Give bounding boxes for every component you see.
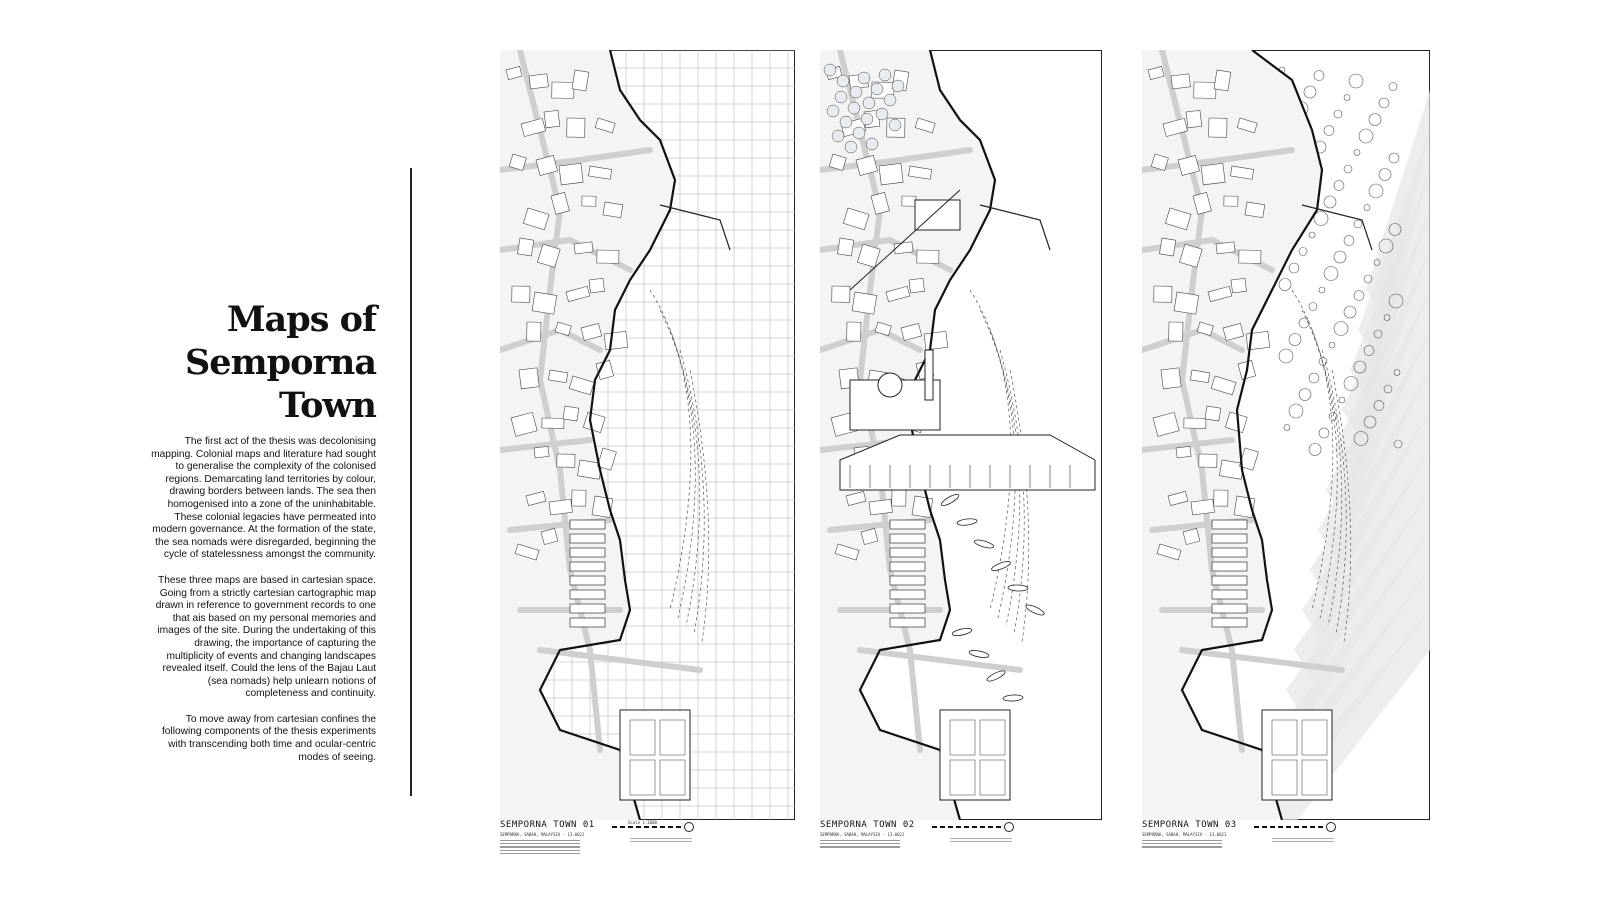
tree — [853, 127, 865, 139]
building-block — [909, 278, 924, 293]
shed — [890, 618, 925, 627]
building-block — [552, 82, 574, 98]
building-block — [1214, 490, 1228, 506]
building-block — [559, 163, 583, 185]
tree — [840, 116, 852, 128]
building-block — [574, 242, 593, 254]
shed — [1212, 590, 1247, 599]
map-drawing-2 — [820, 50, 1102, 820]
tree — [892, 80, 904, 92]
tree — [827, 105, 839, 117]
tree — [835, 91, 847, 103]
description — [150, 436, 376, 777]
shed — [1212, 618, 1247, 627]
tree — [889, 119, 901, 131]
building-block — [1199, 454, 1217, 467]
map-panel-3 — [1142, 50, 1430, 868]
map-subtitle-1: SEMPORNA, SABAH, MALAYSIA - 13.0021 — [500, 832, 585, 837]
tree — [866, 138, 878, 150]
shed — [890, 604, 925, 613]
shed — [570, 618, 605, 627]
shed — [890, 534, 925, 543]
scale-bar-2 — [932, 824, 1002, 830]
paragraph-3: To move away from cartesian confines the following components of the thesis experiments with transcending both time and ocular-centric modes of seeing. — [161, 713, 376, 763]
building-block — [563, 406, 579, 421]
building-block — [542, 418, 564, 428]
title-block-1 — [500, 820, 795, 864]
shed — [570, 590, 605, 599]
tree — [845, 141, 857, 153]
building-block — [517, 238, 533, 256]
mosque-dome — [878, 373, 902, 397]
boat — [1008, 585, 1028, 592]
scale-bar-3 — [1254, 824, 1324, 830]
building-block — [549, 499, 572, 515]
tree — [871, 83, 883, 95]
vertical-divider — [410, 168, 412, 796]
building-block — [852, 292, 877, 314]
building-block — [1201, 163, 1225, 185]
building-block — [572, 490, 586, 506]
note-1 — [630, 838, 692, 844]
building-block — [1171, 74, 1190, 89]
building-block — [879, 163, 903, 185]
compass-icon — [1326, 822, 1336, 832]
building-block — [589, 278, 604, 293]
map-drawing-3 — [1142, 50, 1430, 820]
tree — [832, 130, 844, 142]
building-block — [544, 110, 560, 128]
building-block — [892, 490, 906, 506]
building-block — [1176, 446, 1191, 458]
building-block — [567, 118, 585, 137]
compass-icon — [684, 822, 694, 832]
building-block — [512, 286, 530, 302]
building-block — [1159, 238, 1175, 256]
building-block — [1239, 250, 1261, 263]
page-title — [150, 298, 376, 427]
tree — [861, 113, 873, 125]
shed — [1212, 520, 1247, 529]
paragraph-1: The first act of the thesis was decolonising mapping. Colonial maps and literature had sought to generalise the complexity of the colonised regions. Demarcating land territories by colour, drawing borders between lands. The sea then homogenised into a zone of the uninhabitable. These colonial legacies have permeated into modern governance. At the formation of the state, the sea nomads were disregarded, beginning the cycle of statelessness amongst the community. — [151, 436, 376, 561]
civic-building — [915, 200, 960, 230]
shed — [1212, 576, 1247, 585]
shed — [570, 604, 605, 613]
fine-print-3 — [1142, 840, 1222, 850]
title-block-3 — [1142, 820, 1430, 864]
paragraph-2: These three maps are based in cartesian space. Going from a strictly cartesian cartographic map drawn in reference to government records to one that ais based on my personal memories and images of the site. During the undertaking of this drawing, the importance of capturing the multiplicity of events and changing landscapes revealed itself. Could the lens of the Bajau Laut (sea nomads) help unlearn notions of completeness and continuity. — [155, 574, 376, 700]
tree — [824, 64, 836, 76]
shed — [890, 520, 925, 529]
building-block — [604, 331, 628, 350]
building-block — [902, 196, 916, 206]
building-block — [837, 238, 853, 256]
shed — [890, 576, 925, 585]
map-drawing-1 — [500, 50, 795, 820]
building-block — [1154, 286, 1172, 302]
building-block — [1184, 418, 1206, 428]
tree — [884, 94, 896, 106]
shed — [570, 548, 605, 557]
shed — [1212, 604, 1247, 613]
building-block — [917, 250, 939, 263]
map-name-2: SEMPORNA TOWN 02 — [820, 820, 915, 830]
title-block-2 — [820, 820, 1102, 864]
building-block — [534, 446, 549, 458]
building-block — [1161, 368, 1181, 389]
building-block — [1205, 406, 1221, 421]
note-2 — [950, 838, 1012, 844]
building-block — [1186, 110, 1202, 128]
shed — [1212, 548, 1247, 557]
fine-print-1 — [500, 840, 580, 856]
tree — [848, 102, 860, 114]
building-block — [1174, 292, 1199, 314]
note-3 — [1272, 838, 1334, 844]
map-name-3: SEMPORNA TOWN 03 — [1142, 820, 1237, 830]
building-block — [847, 322, 861, 341]
building-block — [1214, 70, 1231, 91]
building-block — [527, 322, 541, 341]
tree — [858, 72, 870, 84]
shed — [1212, 534, 1247, 543]
scale-bar-1 — [612, 824, 682, 830]
building-block — [572, 70, 589, 91]
shed — [570, 576, 605, 585]
shed — [570, 520, 605, 529]
shed — [890, 548, 925, 557]
shed — [570, 562, 605, 571]
scale-label-1: Scale 1:1000 — [628, 820, 657, 825]
shed — [570, 534, 605, 543]
title-line-2: Semporna — [185, 342, 376, 383]
map-subtitle-3: SEMPORNA, SABAH, MALAYSIA - 13.0021 — [1142, 832, 1227, 837]
building-block — [532, 292, 557, 314]
fine-print-2 — [820, 840, 900, 850]
map-panel-2 — [820, 50, 1102, 868]
shed — [1212, 562, 1247, 571]
building-block — [582, 196, 596, 206]
building-block — [1245, 202, 1265, 218]
shed — [890, 590, 925, 599]
map-panel-1 — [500, 50, 795, 868]
building-block — [1191, 499, 1214, 515]
tree — [876, 108, 888, 120]
tree — [863, 97, 875, 109]
map-name-1: SEMPORNA TOWN 01 — [500, 820, 595, 830]
tree — [879, 69, 891, 81]
building-block — [1231, 278, 1246, 293]
building-block — [603, 202, 623, 218]
building-block — [869, 499, 892, 515]
building-block — [1209, 118, 1227, 137]
building-block — [1194, 82, 1216, 98]
building-block — [557, 454, 575, 467]
building-block — [519, 368, 539, 389]
title-line-3: Town — [279, 385, 376, 426]
map-subtitle-2: SEMPORNA, SABAH, MALAYSIA - 13.0021 — [820, 832, 905, 837]
compass-icon — [1004, 822, 1014, 832]
building-block — [832, 286, 850, 302]
building-block — [529, 74, 548, 89]
building-block — [924, 331, 948, 350]
tree — [837, 75, 849, 87]
building-block — [597, 250, 619, 263]
title-line-1: Maps of — [226, 299, 376, 340]
building-block — [1219, 460, 1243, 479]
shed — [890, 562, 925, 571]
minaret — [925, 350, 933, 400]
tree — [850, 86, 862, 98]
building-block — [1216, 242, 1235, 254]
building-block — [1224, 196, 1238, 206]
building-block — [1169, 322, 1183, 341]
